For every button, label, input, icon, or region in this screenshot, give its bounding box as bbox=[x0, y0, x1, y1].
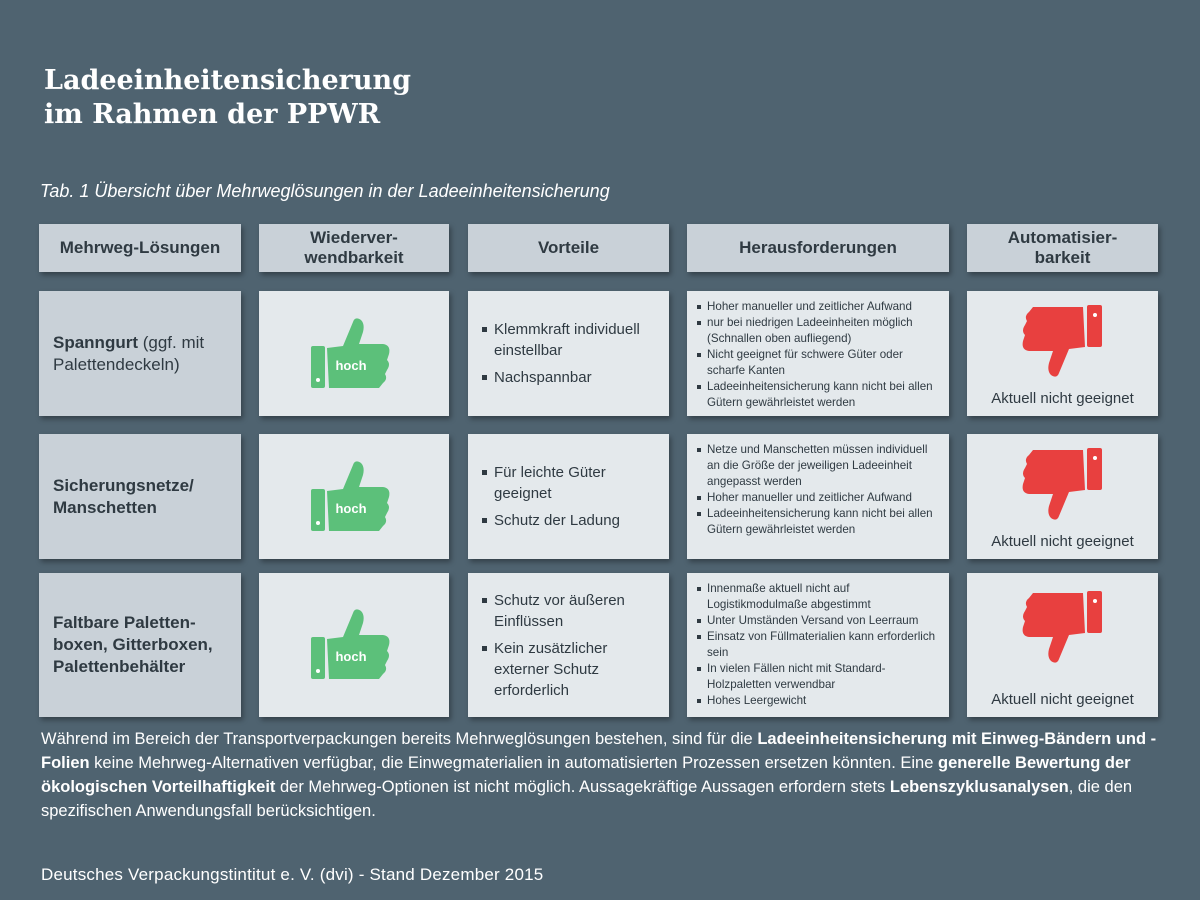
reusability-value: hoch bbox=[335, 357, 367, 373]
list-item: Nachspannbar bbox=[482, 367, 659, 388]
row-label-palettenboxen bbox=[39, 573, 241, 717]
advantages-list bbox=[482, 584, 659, 707]
row-label-spanngurt bbox=[39, 291, 241, 416]
automation-cell bbox=[967, 573, 1158, 717]
automation-value: Aktuell nicht geeignet bbox=[991, 390, 1134, 407]
challenges-cell bbox=[687, 573, 949, 717]
header-automation: Automatisier- barkeit bbox=[967, 224, 1158, 272]
advantages-cell bbox=[468, 573, 669, 717]
list-item: Für leichte Güter geeignet bbox=[482, 462, 659, 504]
title-line-1: Ladeeinheitensicherung bbox=[44, 65, 412, 96]
list-item: Hohes Leergewicht bbox=[697, 693, 941, 709]
thumbs-down-icon bbox=[1021, 446, 1105, 524]
list-item: Netze und Manschetten müssen individuell an die Größe der jeweiligen Ladeeinheit angepasst werden bbox=[697, 442, 941, 490]
paragraph-text: , die den spezifischen Anwendungsfall berücksichtigen. bbox=[41, 778, 1133, 820]
list-item: Innenmaße aktuell nicht auf Logistikmodulmaße abgestimmt bbox=[697, 581, 941, 613]
thumbs-down-icon bbox=[1021, 589, 1105, 667]
reusability-cell bbox=[259, 573, 449, 717]
paragraph-text: Während im Bereich der Transportverpackungen bereits Mehrweglösungen bestehen, sind für die bbox=[41, 730, 758, 748]
advantages-cell bbox=[468, 291, 669, 416]
automation-value: Aktuell nicht geeignet bbox=[991, 691, 1134, 708]
thumbs-up-icon bbox=[309, 607, 399, 683]
list-item: Ladeeinheitensicherung kann nicht bei allen Gütern gewährleistet werden bbox=[697, 379, 941, 411]
advantages-list bbox=[482, 456, 659, 537]
paragraph-bold: generelle Bewertung der ökologischen Vorteilhaftigkeit bbox=[41, 754, 1131, 796]
paragraph-text: keine Mehrweg-Alternativen verfügbar, die Einwegmaterialien in automatisierten Prozessen ersetzen könnten. Eine bbox=[89, 754, 938, 772]
challenges-list bbox=[697, 581, 941, 709]
paragraph-bold: Lebenszyklusanalysen bbox=[889, 778, 1069, 796]
list-item: nur bei niedrigen Ladeeinheiten möglich (Schnallen oben aufliegend) bbox=[697, 315, 941, 347]
thumbs-up-icon bbox=[309, 316, 399, 392]
reusability-value: hoch bbox=[335, 649, 367, 664]
advantages-cell bbox=[468, 434, 669, 559]
list-item: Kein zusätzlicher externer Schutz erforderlich bbox=[482, 638, 659, 701]
title-line-2: im Rahmen der PPWR bbox=[44, 99, 381, 130]
summary-paragraph bbox=[41, 727, 1171, 823]
list-item: Schutz vor äußeren Einflüssen bbox=[482, 590, 659, 632]
header-challenges: Herausforderungen bbox=[687, 224, 949, 272]
challenges-cell bbox=[687, 291, 949, 416]
advantages-list bbox=[482, 313, 659, 394]
list-item: Nicht geeignet für schwere Güter oder scharfe Kanten bbox=[697, 347, 941, 379]
paragraph-bold: Ladeeinheitensicherung mit Einweg-Bändern und -Folien bbox=[41, 730, 1157, 772]
automation-cell bbox=[967, 291, 1158, 416]
source-note: Deutsches Verpackungstintitut e. V. (dvi) - Stand Dezember 2015 bbox=[41, 865, 544, 884]
table-caption: Tab. 1 Übersicht über Mehrweglösungen in der Ladeeinheitensicherung bbox=[40, 181, 610, 201]
list-item: Hoher manueller und zeitlicher Aufwand bbox=[697, 299, 941, 315]
row-label-bold: Spanngurt bbox=[53, 332, 138, 352]
list-item: Einsatz von Füllmaterialien kann erforderlich sein bbox=[697, 629, 941, 661]
list-item: Ladeeinheitensicherung kann nicht bei allen Gütern gewährleistet werden bbox=[697, 506, 941, 538]
row-label-bold: Faltbare Paletten-boxen, Gitterboxen, Palettenbehälter bbox=[53, 613, 213, 676]
list-item: In vielen Fällen nicht mit Standard-Holzpaletten verwendbar bbox=[697, 661, 941, 693]
page-title bbox=[44, 64, 411, 132]
thumbs-up-icon bbox=[309, 459, 399, 535]
list-item: Schutz der Ladung bbox=[482, 510, 659, 531]
automation-value: Aktuell nicht geeignet bbox=[991, 533, 1134, 550]
reusability-cell bbox=[259, 434, 449, 559]
challenges-list bbox=[697, 442, 941, 538]
challenges-list bbox=[697, 299, 941, 411]
row-label-rest: (ggf. mit Palettendeckeln) bbox=[53, 332, 205, 374]
challenges-cell bbox=[687, 434, 949, 559]
header-advantages: Vorteile bbox=[468, 224, 669, 272]
row-label-netze bbox=[39, 434, 241, 559]
list-item: Klemmkraft individuell einstellbar bbox=[482, 319, 659, 361]
reusability-value: hoch bbox=[335, 500, 367, 516]
paragraph-text: der Mehrweg-Optionen ist nicht möglich. Aussagekräftige Aussagen erfordern stets bbox=[275, 778, 890, 796]
automation-cell bbox=[967, 434, 1158, 559]
header-solutions: Mehrweg-Lösungen bbox=[39, 224, 241, 272]
header-reusability: Wiederver- wendbarkeit bbox=[259, 224, 449, 272]
thumbs-down-icon bbox=[1021, 303, 1105, 381]
list-item: Hoher manueller und zeitlicher Aufwand bbox=[697, 490, 941, 506]
row-label-bold: Sicherungsnetze/ Manschetten bbox=[53, 475, 194, 517]
list-item: Unter Umständen Versand von Leerraum bbox=[697, 613, 941, 629]
reusability-cell bbox=[259, 291, 449, 416]
